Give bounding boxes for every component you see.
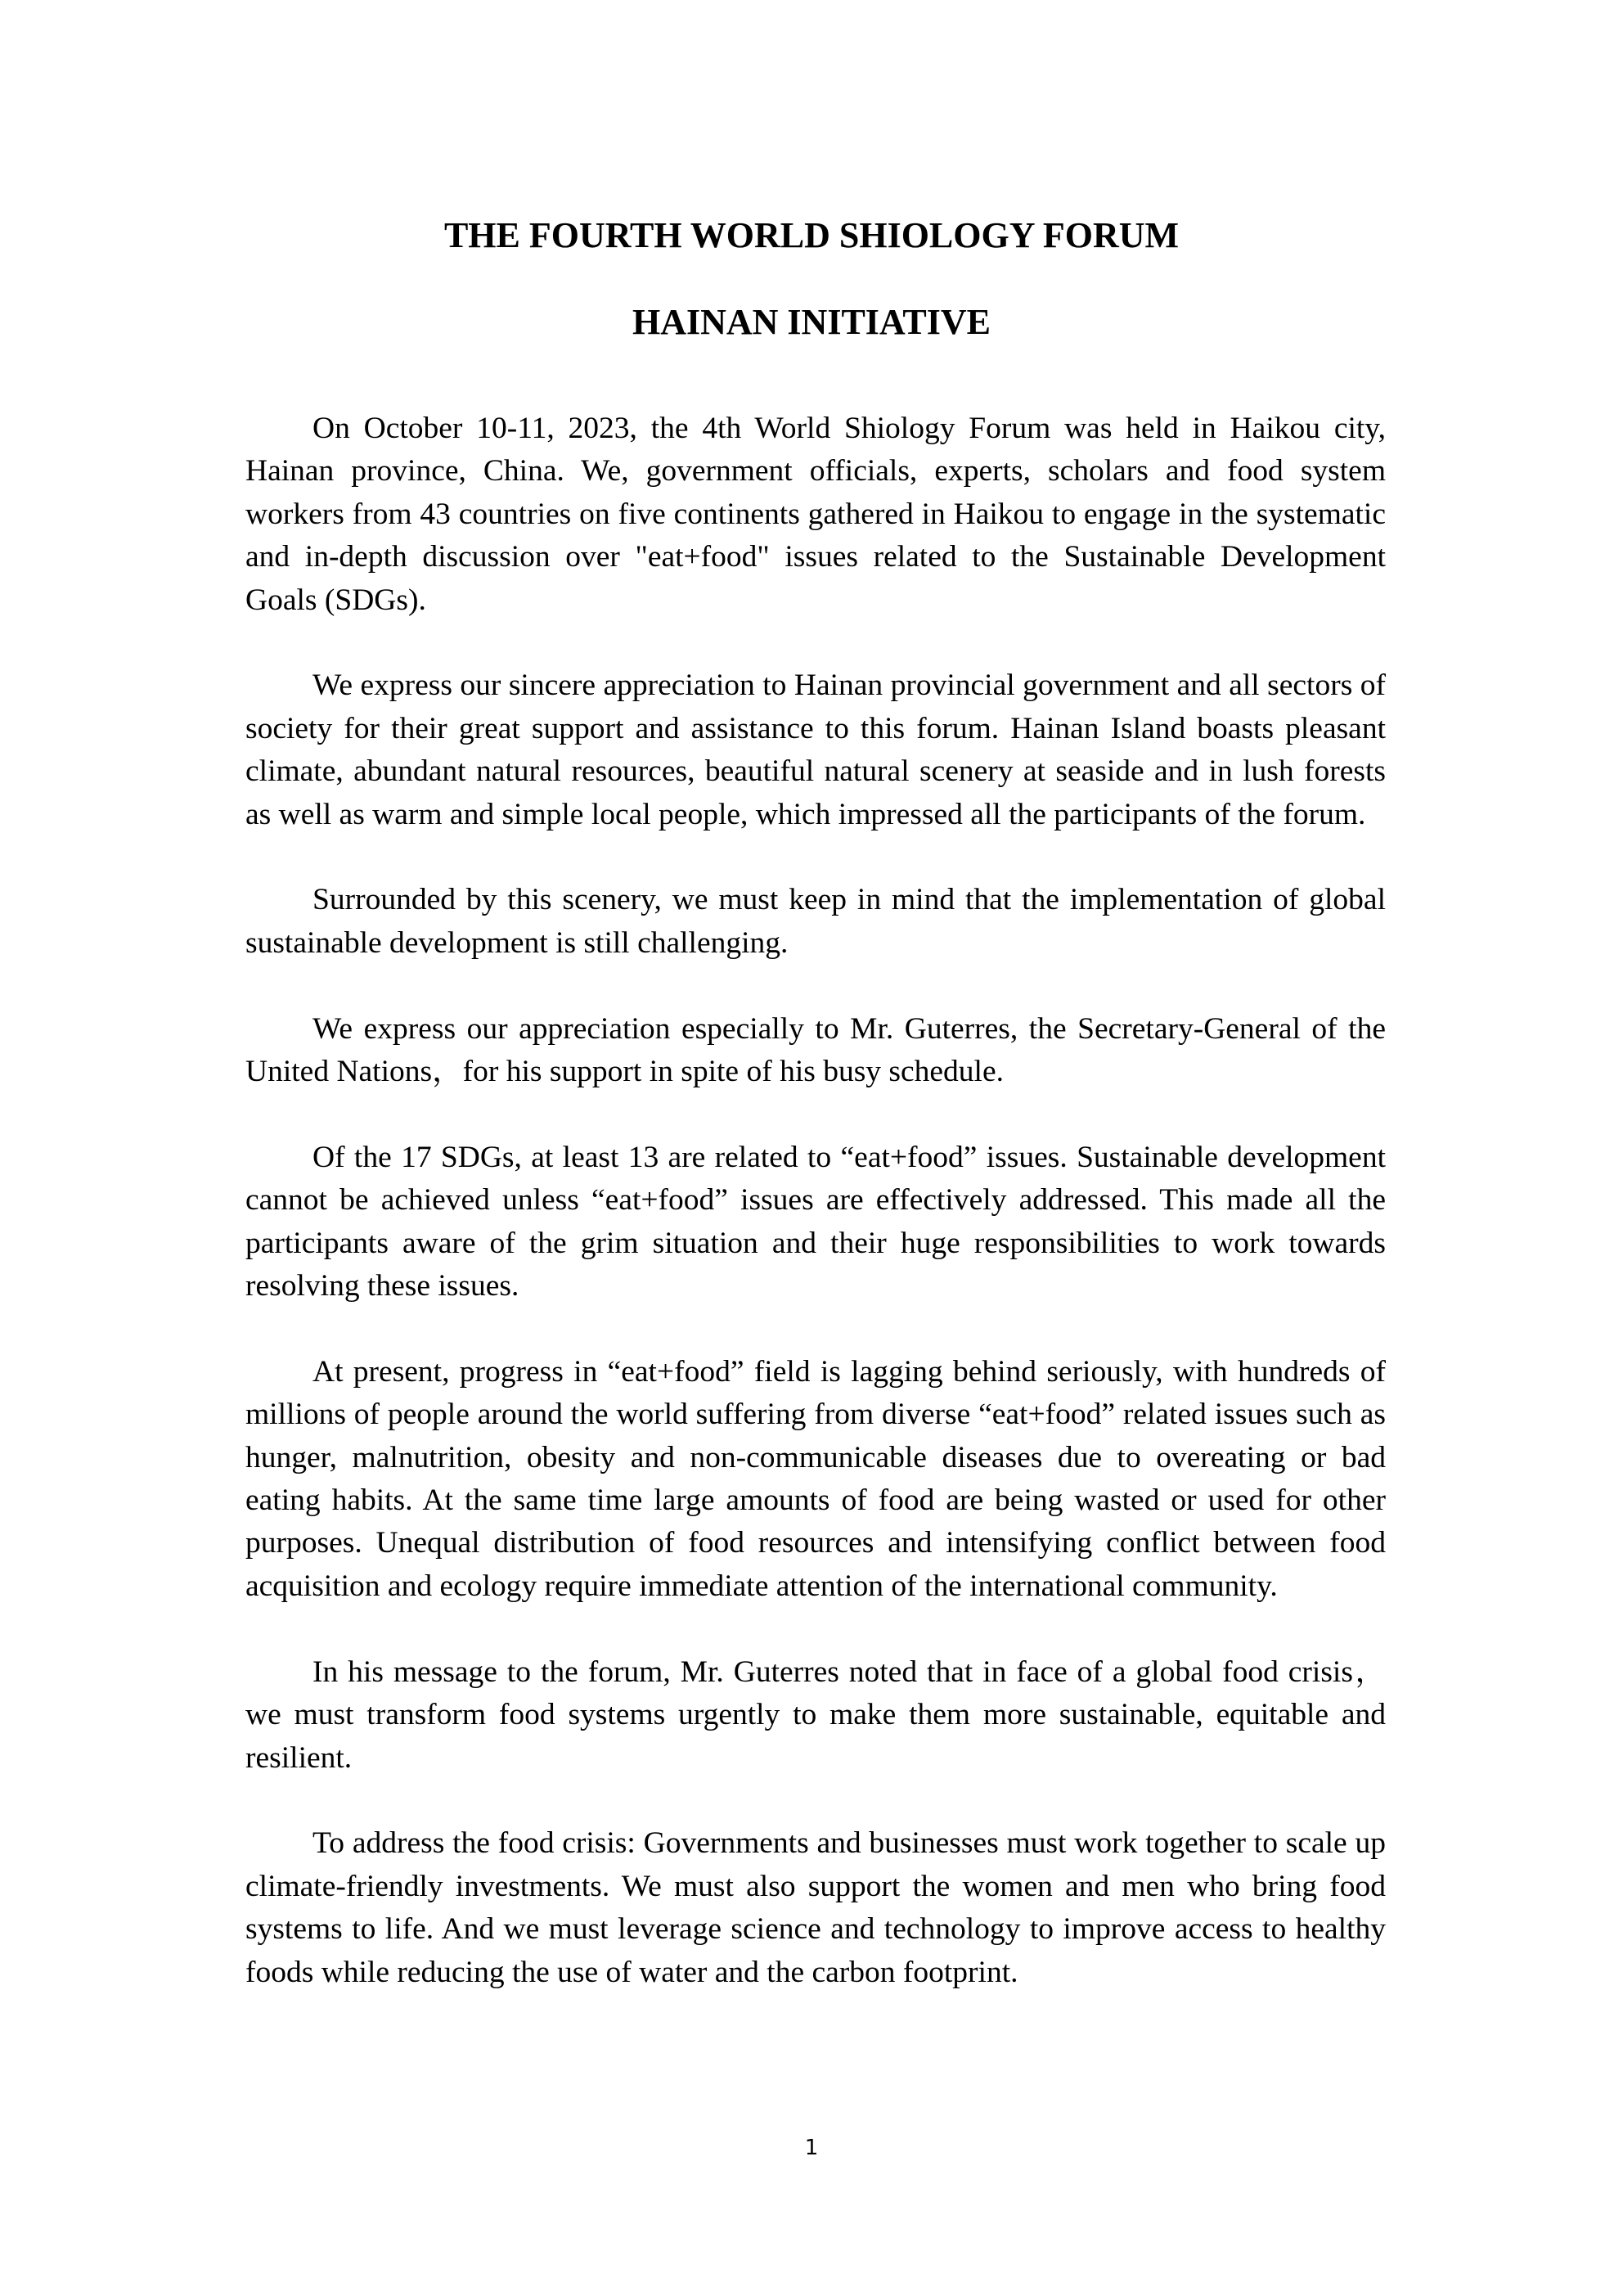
paragraph-appreciation-hainan: We express our sincere appreciation to Hainan provincial government and all sectors of society for their great support and assistance to this forum. Hainan Island boasts pleasant climate, abundant natural resources, beautiful natural scenery at seaside and in lush forests as well as warm and simple local people, which impressed all the participants of the forum. <box>245 669 1386 831</box>
paragraph-food-crisis: To address the food crisis: Governments and businesses must work together to scale up climate-friendly investments. We must also support the women and men who bring food systems to life. And we must leverage science and technology to improve access to healthy foods while reducing the use of water and the carbon footprint. <box>245 1826 1386 1989</box>
paragraph-forum-intro: On October 10-11, 2023, the 4th World Shiology Forum was held in Haikou city, Hainan province, China. We, government officials, experts, scholars and food system workers from 43 countries on five continents gathered in Haikou to engage in the systematic and in-depth discussion over "eat+food" issues related to the Sustainable Development Goals (SDGs). <box>245 412 1386 617</box>
document-title: THE FOURTH WORLD SHIOLOGY FORUM <box>443 215 1180 255</box>
paragraph-scenery: Surrounded by this scenery, we must keep in mind that the implementation of global sustainable development is still challenging. <box>245 883 1386 960</box>
paragraph-appreciation-guterres: We express our appreciation especially to Mr. Guterres, the Secretary-General of the United Nations，for his support in spite of his busy schedule. <box>245 1011 1386 1089</box>
document-subtitle: HAINAN INITIATIVE <box>632 302 991 342</box>
paragraph-sdgs: Of the 17 SDGs, at least 13 are related to “eat+food” issues. Sustainable development cannot be achieved unless “eat+food” issues are effectively addressed. This made all the participants aware of the grim situation and their huge responsibilities to work towards resolving these issues. <box>245 1140 1386 1303</box>
document-body <box>245 407 1386 2037</box>
paragraph-guterres-message: In his message to the forum, Mr. Guterres noted that in face of a global food crisis， we must transform food systems urgently to make them more sustainable, equitable and resilient. <box>245 1654 1386 1775</box>
page-number: 1 <box>804 2136 819 2160</box>
paragraph-progress: At present, progress in “eat+food” field is lagging behind seriously, with hundreds of millions of people around the world suffering from diverse “eat+food” related issues such as hunger, malnutrition, obesity and non-communicable diseases due to overeating or bad eating habits. At the same time large amounts of food are being wasted or used for other purposes. Unequal distribution of food resources and intensifying conflict between food acquisition and ecology require immediate attention of the international community. <box>245 1354 1386 1603</box>
